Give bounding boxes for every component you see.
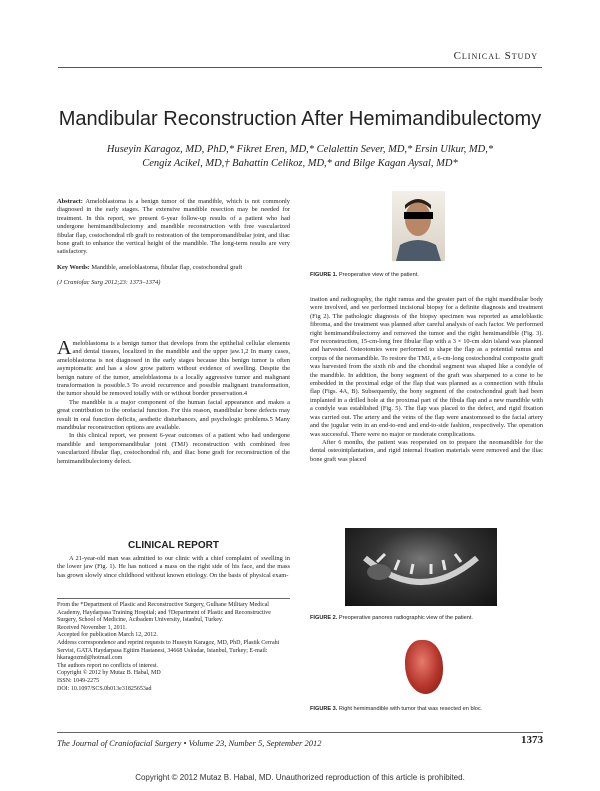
issn: ISSN: 1049-2275: [57, 677, 100, 684]
patient-photo-drawing: [392, 191, 445, 261]
intro-paragraph-3: In this clinical report, we present 6-year outcomes of a patient who had undergone mandible and temporomandibular joint (TMJ) reconstruction with combined free vascularized fibular flap, costochondral rib, and iliac bone graft for reconstruction of the hemimandibulectomy defect.: [57, 432, 290, 465]
introduction: [57, 337, 290, 466]
clinical-report-continued: [310, 296, 543, 464]
keywords-text: Mandible, ameloblastoma, fibular flap, costochondral graft: [91, 263, 243, 271]
authors-line-1: Huseyin Karagoz, MD, PhD,* Fikret Eren, MD,* Celalettin Sever, MD,* Ersin Ulkur, MD,*: [106, 144, 494, 155]
figure-3-label: FIGURE 3.: [310, 706, 338, 712]
clinical-report-text: [57, 555, 290, 580]
copyright-note: Copyright © 2012 by Mutaz B. Habal, MD: [57, 670, 161, 677]
abstract: [57, 198, 290, 288]
resected-hemimandible-photo: [405, 640, 443, 694]
figure-2-text: Preoperative panorex radiographic view of the patient.: [338, 615, 473, 621]
figure-3-caption: [310, 706, 482, 712]
footnote-rule: [57, 598, 290, 599]
citation: (J Craniofac Surg 2012;23: 1373–1374): [57, 279, 161, 287]
copyright-notice: Copyright © 2012 Mutaz B. Habal, MD. Unauthorized reproduction of this article is prohibited.: [135, 773, 465, 782]
panorex-radiograph: [345, 528, 497, 606]
doi: DOI: 10.1097/SCS.0b013e31825653ad: [57, 685, 152, 692]
figure-1-caption: [310, 272, 419, 278]
abstract-label: Abstract:: [57, 198, 83, 205]
article-title: Mandibular Reconstruction After Hemimandibulectomy: [58, 108, 542, 130]
clinical-report-heading: CLINICAL REPORT: [128, 540, 219, 551]
affiliations: From the *Department of Plastic and Reconstructive Surgery, Gulhane Military Medical Academy, Haydarpasa Training Hospital; and †Department of Plastic and Reconstructive Surgery, School of Medicine, Acibadem University, Istanbul, Turkey.: [57, 602, 271, 624]
right-paragraph-1: ination and radiography, the right ramus and the greater part of the right mandibular body were involved, and we performed incisional biopsy for a definite diagnosis and treatment (Fig 2). The pathologic diagnosis of the biopsy specimen was reported as ameloblastic fibroma, and the treatment was planned after careful analysis of each factor. We performed right hemimandibulectomy and removed the tumor and the right hemimandible (Fig. 3). For reconstruction, 15-cm-long free fibular flap with a 3 × 10-cm skin island was planned and harvested. Osteotomies were performed to shape the flap as a potential ramus and corpus of the neomandible. To restore the TMJ, a 6-cm-long costochondral composite graft was harvested from the sixth rib and the chondral segment was shaped like a condyle of the mandible. In addition, the bony segment of the graft was sharpened to a cone to be embedded in the proximal edge of the flap that was planned as a connection with fibula flap (Figs. 4A, B). Subsequently, the bony segment of the costochondral graft had been implanted in a drilled hole at the proximal part of the fibula flap and a new mandible with a condyle was established (Fig. 5). The flap was placed to the defect, and rigid fixation was carried out. The artery and the veins of the flap were anastomosed to the facial artery and the jugular vein in an end-to-end and end-to-side fashion, respectively. The operation was successful. There were no major or moderate complications.: [310, 296, 543, 438]
footer-rule: [57, 732, 543, 733]
conflicts-statement: The authors report no conflicts of interest.: [57, 662, 159, 669]
section-label: Clinical Study: [453, 50, 538, 62]
patient-photo: [392, 191, 445, 261]
figure-2-label: FIGURE 2.: [310, 615, 338, 621]
drop-cap: A: [57, 337, 72, 359]
page-number: 1373: [521, 734, 543, 746]
intro-paragraph-1: meloblastoma is a benign tumor that develops from the epithelial cellular elements and dental tissues, localized in the mandible and the upper jaw.1,2 In many cases, ameloblastoma is not diagnosed in the early stages because this benign tumor is often asymptomatic and has a slow grow pattern without evidence of swelling. Despite the benign nature of the tumor, ameloblastoma is a locally aggressive tumor and malignant transformation is possible.3 To avoid recurrence and possible malignant transformation, the tumor should be removed totally with or without border preservation.4: [57, 340, 290, 398]
clinical-report-paragraph-1: A 21-year-old man was admitted to our clinic with a chief complaint of swelling in the lower jaw (Fig. 1). He has noticed a mass on the right side of his face, and the mass has grown slowly since childhood without known etiology. On the basis of physical exam-: [57, 555, 290, 579]
authors-line-2: Cengiz Acikel, MD,† Bahattin Celikoz, MD,* and Bilge Kagan Aysal, MD*: [142, 158, 458, 169]
header-rule: [58, 67, 542, 68]
figure-3-text: Right hemimandible with tumor that was resected en bloc.: [338, 706, 483, 712]
abstract-text: Ameloblastoma is a benign tumor of the mandible, which is not commonly diagnosed in the early stages. The extensive mandible resection may be needed for treatment. In this report, we present 6-year follow-up results of a patient who had undergone hemimandibulectomy and mandible reconstruction with free vascularized fibular flap, costochondral rib graft to restoration of the temporomandibular joint, and iliac bone graft to enhance the vertical height of the mandible. The long-term results are very satisfactory.: [57, 198, 290, 256]
author-list: [70, 143, 530, 171]
figure-1-label: FIGURE 1.: [310, 272, 338, 278]
figure-2-caption: [310, 615, 473, 621]
received-date: Received November 1, 2011.: [57, 624, 127, 631]
correspondence-address: Address correspondence and reprint requests to Huseyin Karagoz, MD, PhD, Plastik Cerrahi Servisi, GATA Haydarpasa Egitim Hastanesi, 34668 Uskudar, Istanbul, Turkey; E-mail: hkaragozmd@hotmail.com: [57, 639, 280, 662]
accepted-date: Accepted for publication March 12, 2012.: [57, 632, 158, 639]
intro-paragraph-2: The mandible is a major component of the human facial appearance and makes a great contribution to the orofacial function. For this reason, mandibular bone defects may result in oral function deficits, aesthetic disturbances, and psychologic problems.5 Many mandibular reconstruction options are available.: [57, 398, 290, 432]
radiograph-drawing: [345, 528, 497, 606]
figure-1-text: Preoperative view of the patient.: [338, 272, 419, 278]
keywords-label: Key Words:: [57, 263, 90, 271]
footnote: [57, 602, 290, 693]
journal-citation: The Journal of Craniofacial Surgery • Volume 23, Number 5, September 2012: [57, 738, 322, 748]
right-paragraph-2: After 6 months, the patient was reoperated on to prepare the neomandible for the dental osteointplantation, and rigid internal fixation materials were removed and the iliac bone graft was placed: [310, 438, 543, 463]
